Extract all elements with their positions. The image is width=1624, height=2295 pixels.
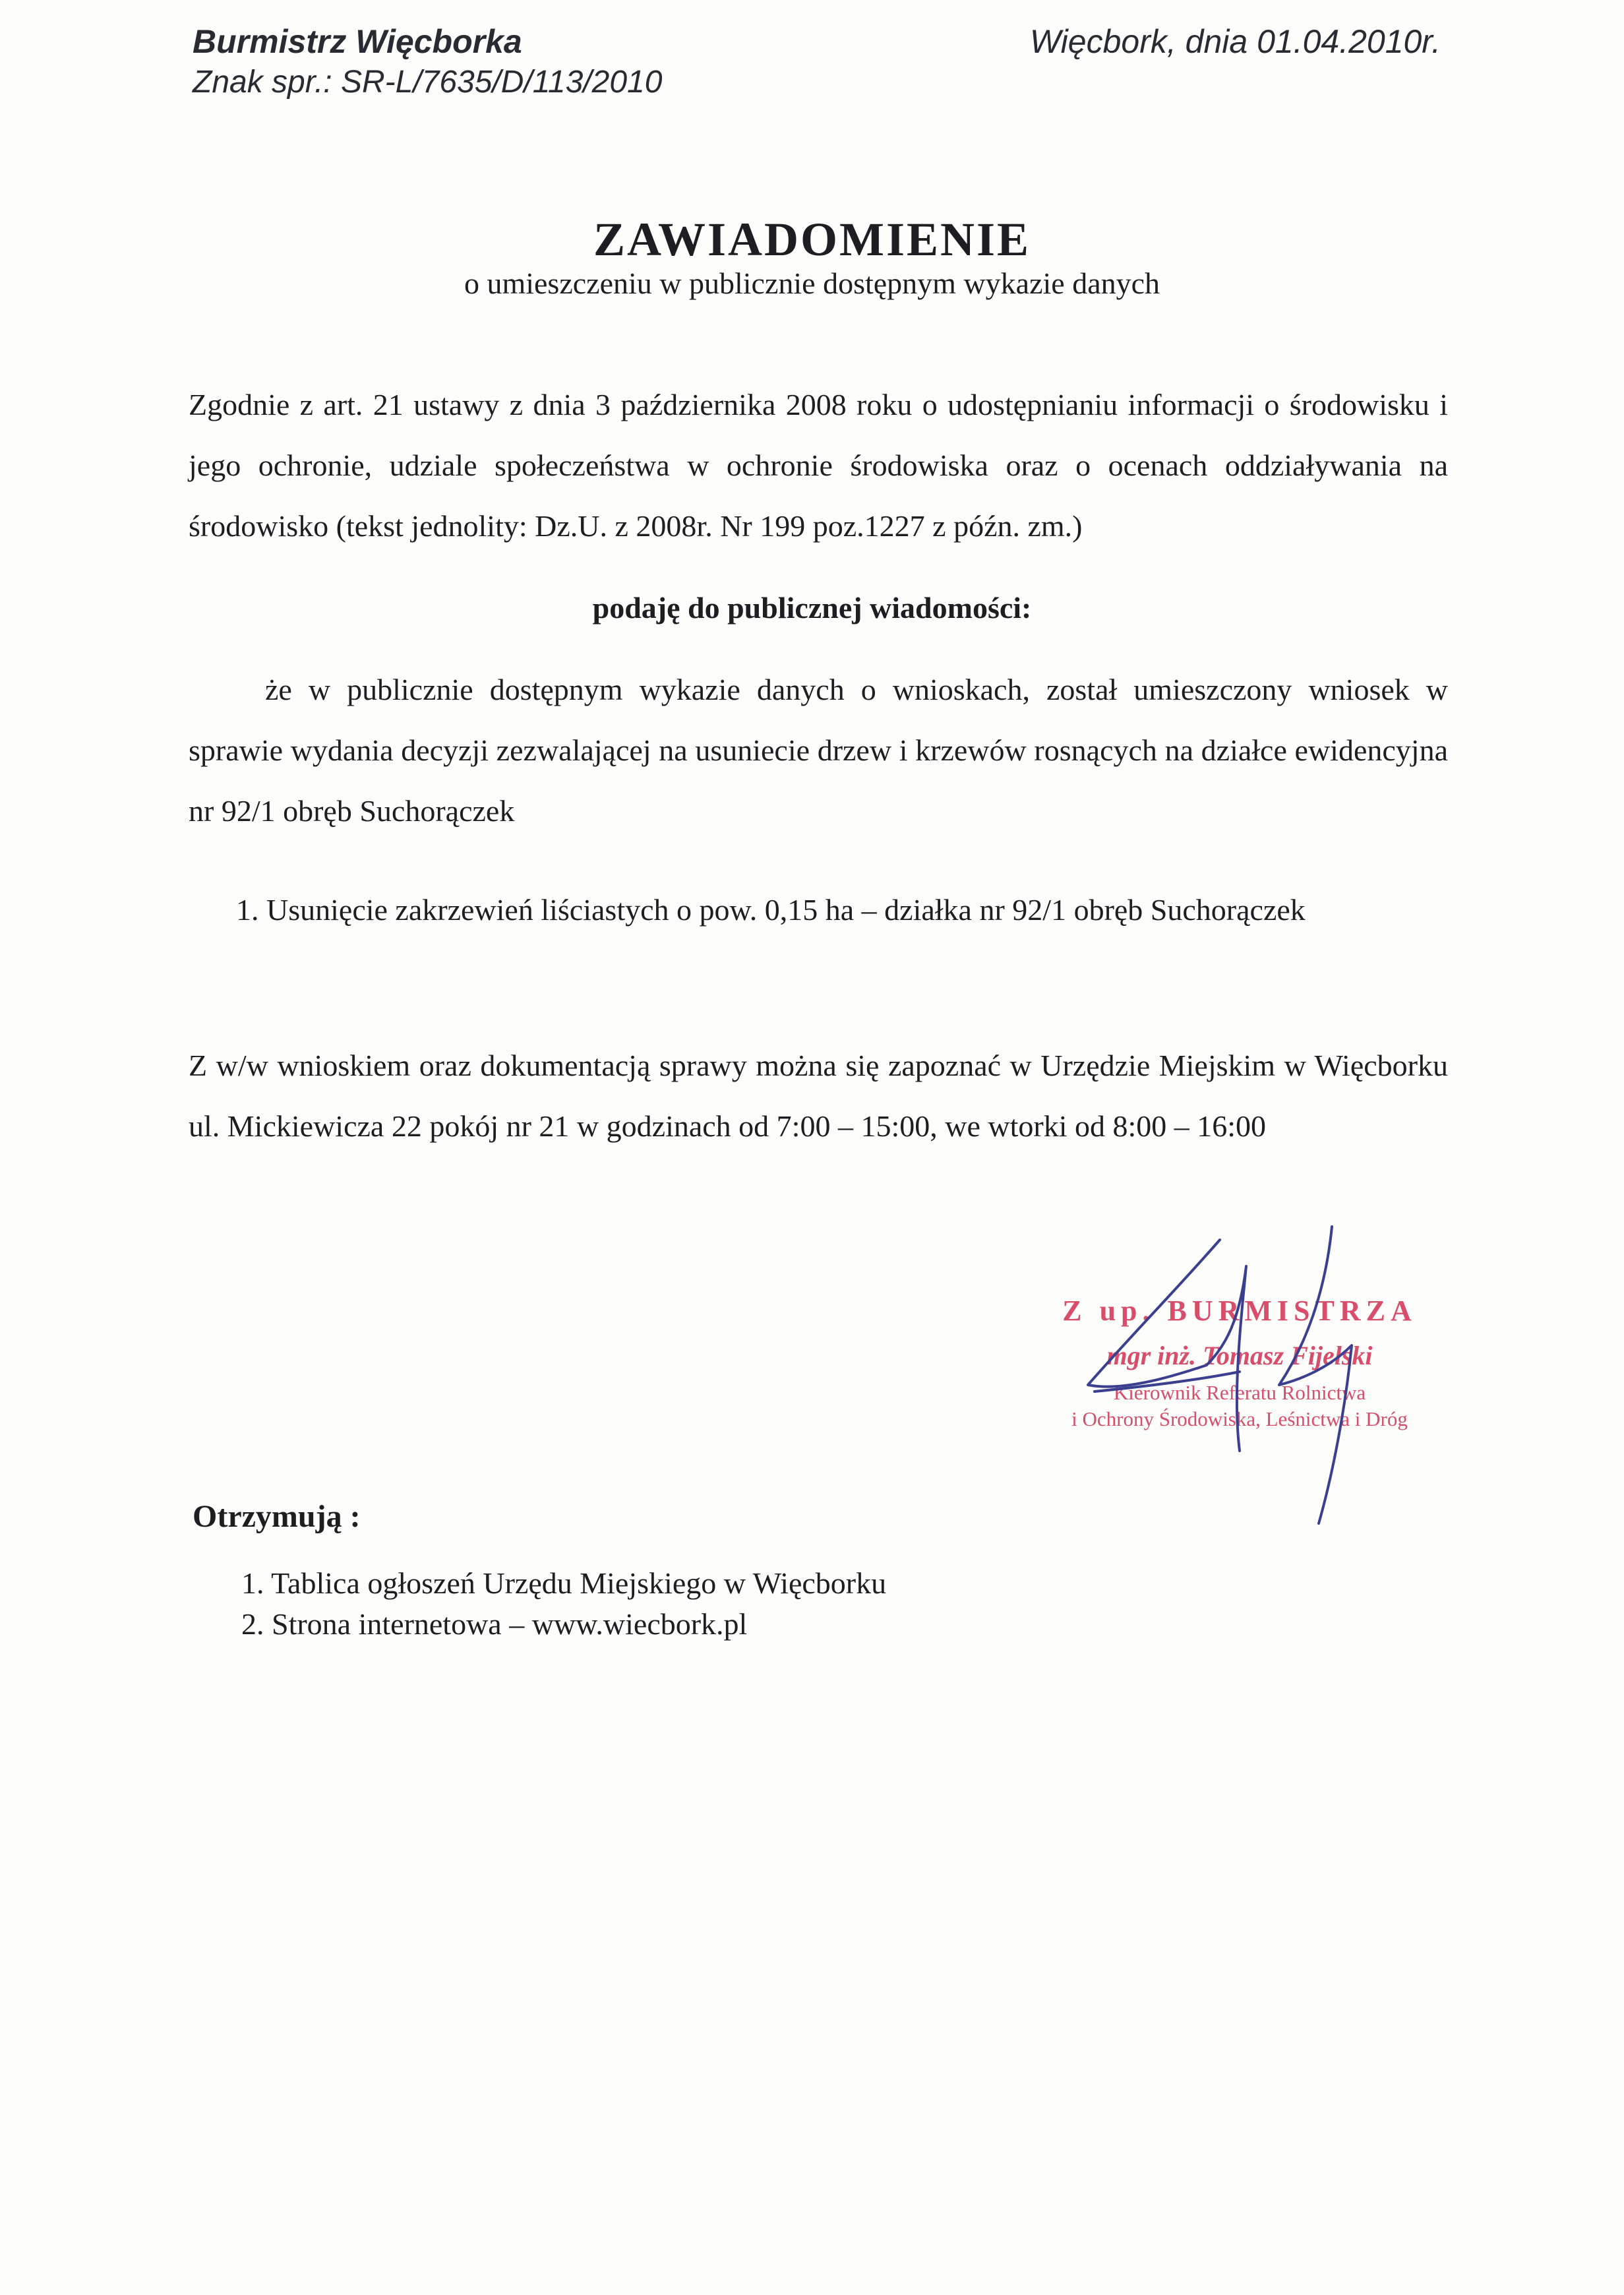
list-item: 1. Tablica ogłoszeń Urzędu Miejskiego w Więcborku [241, 1566, 887, 1600]
stamp-official-name: mgr inż. Tomasz Fijelski [1106, 1341, 1373, 1370]
stamp-authority: Z up. BURMISTRZA [1062, 1295, 1417, 1327]
handwritten-signature [1042, 1213, 1464, 1556]
document-subtitle: o umieszczeniu w publicznie dostępnym wykazie danych [464, 266, 1160, 300]
list-item: 2. Strona internetowa – www.wiecbork.pl [241, 1607, 748, 1641]
legal-basis-paragraph: Zgodnie z art. 21 ustawy z dnia 3 października 2008 roku o udostępnianiu informacji o środowisku i jego ochronie, udziale społeczeństwa w ochronie środowiska oraz o ocenach oddziaływania na środowisko (tekst jednolity: Dz.U. z 2008r. Nr 199 poz.1227 z późn. zm.) [189, 388, 1448, 543]
issuer-name: Burmistrz Więcborka [193, 23, 522, 60]
place-and-date: Więcbork, dnia 01.04.2010r. [1029, 23, 1441, 60]
reference-number: Znak spr.: SR-L/7635/D/113/2010 [193, 65, 663, 100]
request-item-list [236, 890, 1306, 930]
header-left [193, 21, 662, 103]
stamp-position-line2: i Ochrony Środowiska, Leśnictwa i Dróg [1071, 1407, 1408, 1430]
notice-paragraph: że w publicznie dostępnym wykazie danych o wnioskach, został umieszczony wniosek w sprawie wydania decyzji zezwalającej na usuniecie drzew i krzewów rosnących na działce ewidencyjna nr 92/1 obręb Suchorączek [189, 673, 1448, 828]
announcement-heading: podaję do publicznej wiadomości: [592, 591, 1032, 625]
stamp-position-line1: Kierownik Referatu Rolnictwa [1113, 1381, 1366, 1404]
document-title: ZAWIADOMIENIE [593, 213, 1031, 266]
recipients-label: Otrzymują : [193, 1499, 361, 1534]
recipients-list [241, 1563, 886, 1645]
list-item: 1. Usunięcie zakrzewień liściastych o pow. 0,15 ha – działka nr 92/1 obręb Suchorączek [236, 893, 1306, 927]
access-paragraph: Z w/w wnioskiem oraz dokumentacją sprawy można się zapoznać w Urzędzie Miejskim w Więcborku ul. Mickiewicza 22 pokój nr 21 w godzinach od 7:00 – 15:00, we wtorki od 8:00 – 16:00 [189, 1049, 1448, 1143]
